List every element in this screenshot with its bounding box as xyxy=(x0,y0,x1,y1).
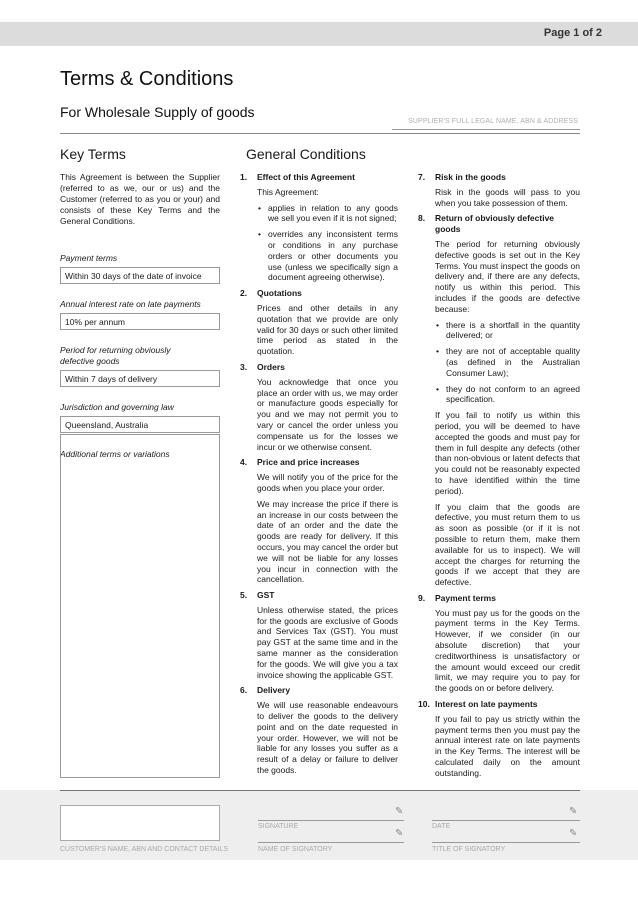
header-divider xyxy=(60,133,580,134)
customer-details-field[interactable] xyxy=(60,805,220,841)
additional-terms-label: Additional terms or variations xyxy=(60,449,170,459)
document-subtitle: For Wholesale Supply of goods xyxy=(60,104,255,120)
condition-heading: Price and price increases xyxy=(257,457,360,468)
condition-text: This Agreement: xyxy=(257,186,319,197)
condition-heading: Return of obviously defective goods xyxy=(435,213,555,235)
condition-2 xyxy=(240,288,398,357)
condition-number: 4. xyxy=(240,457,248,468)
pen-icon: ✎ xyxy=(395,806,404,817)
condition-3 xyxy=(240,362,398,452)
page-indicator-bar xyxy=(0,22,638,46)
key-terms-intro: This Agreement is between the Supplier (referred to as we, our or us) and the Customer (referred to as you or your) and consists of these Key Terms and the General Conditions. xyxy=(60,172,220,226)
condition-text: If you claim that the goods are defective, you must return them to us as soon as possible (or if it is not possible to return them, make them available for us to inspect). We will accept the charges for returning the goods if we accept that they are defective. xyxy=(435,501,580,588)
condition-text: Risk in the goods will pass to you when you take possession of them. xyxy=(435,186,580,208)
signatory-name-label: NAME OF SIGNATORY xyxy=(258,846,333,853)
condition-text: The period for returning obviously defective goods is set out in the Key Terms. You must inspect the goods on delivery and, if there are any defects, notify us within this period. This includes if the goods are defective because: xyxy=(435,238,580,314)
document-title: Terms & Conditions xyxy=(60,68,234,90)
condition-10 xyxy=(418,699,580,779)
condition-7 xyxy=(418,172,580,208)
condition-heading: Delivery xyxy=(257,685,291,696)
conditions-column-1 xyxy=(240,172,398,781)
condition-9 xyxy=(418,593,580,694)
list-item: • they are not of acceptable quality (as defined in the Australian Consumer Law); xyxy=(435,346,580,378)
condition-heading: Effect of this Agreement xyxy=(257,172,355,182)
list-item: • they do not conform to an agreed specification. xyxy=(435,384,580,406)
condition-number: 2. xyxy=(240,288,248,299)
condition-number: 6. xyxy=(240,685,248,696)
jurisdiction-label: Jurisdiction and governing law xyxy=(60,402,174,412)
condition-list xyxy=(257,203,398,284)
list-item: • applies in relation to any goods we sell you even if it is not signed; xyxy=(257,203,398,225)
condition-number: 5. xyxy=(240,590,248,601)
condition-text: You must pay us for the goods on the payment terms in the Key Terms. However, if we consider (in our absolute discretion) that your creditworthiness is unsatisfactory or the amount would exceed our credit limit, we may require you to pay for the goods on or before delivery. xyxy=(435,607,580,694)
interest-rate-label: Annual interest rate on late payments xyxy=(60,299,201,309)
signatory-title-label: TITLE OF SIGNATORY xyxy=(432,846,506,853)
date-label: DATE xyxy=(432,823,451,830)
condition-heading: GST xyxy=(257,590,275,601)
pen-icon: ✎ xyxy=(395,828,404,839)
condition-number: 3. xyxy=(240,361,248,372)
supplier-placeholder: SUPPLIER'S FULL LEGAL NAME, ABN & ADDRESS xyxy=(408,118,578,125)
general-conditions-heading: General Conditions xyxy=(246,146,366,162)
condition-heading: Interest on late payments xyxy=(435,699,538,710)
signatory-name-line[interactable] xyxy=(258,842,404,843)
condition-heading: Risk in the goods xyxy=(435,172,506,182)
list-item: • overrides any inconsistent terms or conditions in any purchase orders or other documents you use (unless we specifically sign a document agreeing otherwise). xyxy=(257,229,398,283)
condition-number: 7. xyxy=(418,172,426,182)
pen-icon: ✎ xyxy=(569,806,578,817)
footer-divider xyxy=(60,790,580,791)
condition-text: We may increase the price if there is an increase in our costs between the date of an order and the date the goods are ready for delivery. If this occurs, you may cancel the order but we will not be liable for any losses you incur in connection with the cancellation. xyxy=(257,498,398,585)
conditions-column-2 xyxy=(418,172,580,784)
condition-text: If you fail to pay us strictly within the payment terms then you must pay the annual interest rate on late payments in the Key Terms. The interest will be calculated daily on the amount outstanding. xyxy=(435,713,580,778)
condition-5 xyxy=(240,590,398,680)
date-line[interactable] xyxy=(432,820,580,821)
additional-terms-field[interactable] xyxy=(60,434,220,778)
condition-text: We will notify you of the price for the goods when you place your order. xyxy=(257,472,398,493)
jurisdiction-field[interactable]: Queensland, Australia xyxy=(60,416,220,433)
signature-label: SIGNATURE xyxy=(258,823,299,830)
signatory-title-line[interactable] xyxy=(432,842,580,843)
condition-1 xyxy=(240,172,398,283)
condition-text: Unless otherwise stated, the prices for the goods are exclusive of Goods and Services Tax (GST). You must pay GST at the same time and in the same manner as the consideration for the goods. We will give you a tax invoice showing the applicable GST. xyxy=(257,604,398,680)
payment-terms-field[interactable]: Within 30 days of the date of invoice xyxy=(60,267,220,284)
payment-terms-label: Payment terms xyxy=(60,253,118,263)
condition-heading: Orders xyxy=(257,361,285,372)
condition-heading: Quotations xyxy=(257,288,302,299)
supplier-details-field[interactable] xyxy=(392,102,580,130)
condition-6 xyxy=(240,685,398,775)
customer-details-label: CUSTOMER'S NAME, ABN AND CONTACT DETAILS xyxy=(60,846,229,853)
condition-number: 9. xyxy=(418,592,426,603)
condition-text: If you fail to notify us within this period, you will be deemed to have accepted the goods and must pay for them in full despite any defects (other than non-obvious or latent defects that you could not be reasonably expected to have identified within the time period). xyxy=(435,410,580,496)
condition-list xyxy=(435,320,580,406)
list-item: • there is a shortfall in the quantity delivered; or xyxy=(435,320,580,342)
condition-text: You acknowledge that once you place an order with us, we may order or manufacture goods especially for you and we may not permit you to vary or cancel the order unless you compensate us for the losses we incur or we otherwise consent. xyxy=(257,376,398,452)
condition-4 xyxy=(240,457,398,585)
return-period-field[interactable]: Within 7 days of delivery xyxy=(60,370,220,387)
pen-icon: ✎ xyxy=(569,828,578,839)
condition-number: 8. xyxy=(418,213,426,224)
condition-8 xyxy=(418,213,580,588)
condition-number: 10. xyxy=(418,699,430,710)
condition-text: We will use reasonable endeavours to deliver the goods to the delivery point and on the date requested in your order. However, we will not be liable for any losses you suffer as a result of a delay or failure to deliver the goods. xyxy=(257,700,398,776)
key-terms-panel xyxy=(60,172,220,460)
condition-heading: Payment terms xyxy=(435,592,496,603)
condition-text: Prices and other details in any quotation that we provide are only valid for 30 days or such other limited time period as stated in the quotation. xyxy=(257,302,398,357)
key-terms-heading: Key Terms xyxy=(60,146,126,162)
signature-line[interactable] xyxy=(258,820,404,821)
condition-number: 1. xyxy=(240,172,248,182)
return-period-label: Period for returning obviously defective goods xyxy=(60,345,171,366)
page-indicator: Page 1 of 2 xyxy=(543,27,602,39)
interest-rate-field[interactable]: 10% per annum xyxy=(60,313,220,330)
